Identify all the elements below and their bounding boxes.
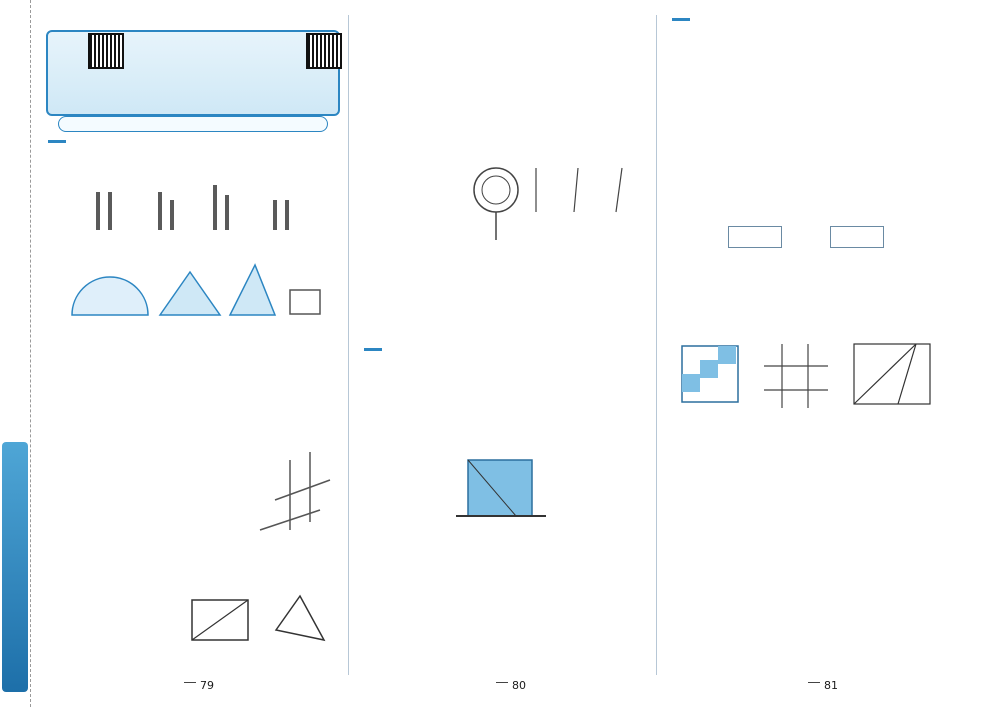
section-marker [672,18,690,21]
column-divider [656,15,657,675]
folded-rectangle-figure [276,596,324,640]
ruler-figure [290,290,320,314]
fold-figure [854,344,930,404]
column-divider [348,15,349,675]
binding-margin [0,0,40,707]
rectangle-figure [830,226,884,248]
page-80 [356,0,650,707]
cut-line [30,0,31,707]
rectangle-figure [728,226,782,248]
exam-info-bar [58,116,328,132]
street-lamp-figure [260,452,330,530]
road-figure [456,460,546,516]
page-79 [40,0,342,707]
parallel-lines-figure [764,344,828,408]
page-number-dash [808,682,820,683]
page-80-figures [356,120,650,680]
set-square-figure [160,272,220,315]
page-number-dash [184,682,196,683]
set-square-figure [230,265,275,315]
qr-code-icon [88,33,124,69]
page-number-dash [496,682,508,683]
squares-figure [682,346,738,402]
brand-strip [2,442,28,692]
pendulum-clock-figure [474,168,622,240]
page-79-figures [40,140,340,700]
section-marker [364,348,382,351]
page-number: 79 [200,679,214,692]
page-number: 81 [824,679,838,692]
qr-code-icon [306,33,342,69]
page-number: 80 [512,679,526,692]
page-81 [664,0,976,707]
page-81-figures [664,330,976,450]
stick-figures [98,185,287,230]
protractor-figure [72,277,148,315]
